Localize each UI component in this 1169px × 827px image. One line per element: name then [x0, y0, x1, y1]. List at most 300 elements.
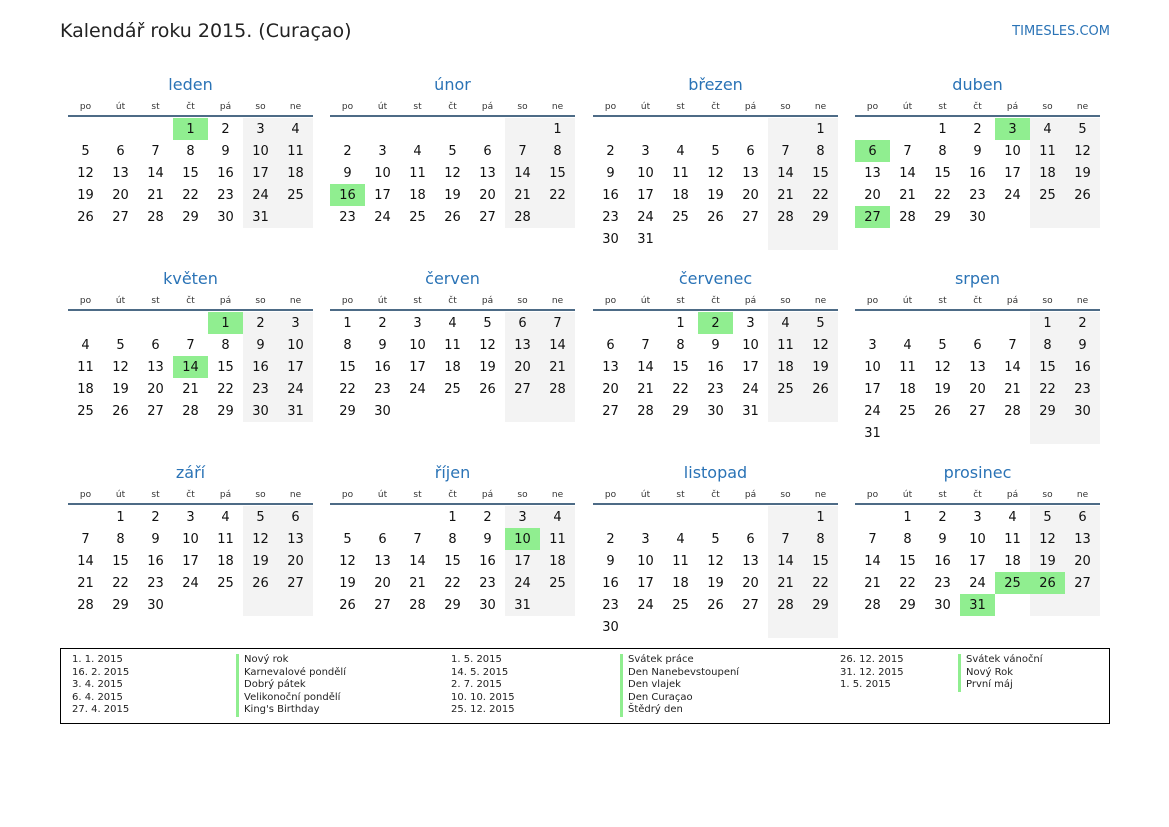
day-cell: 22 [217, 381, 234, 397]
day-cell: 31 [864, 425, 881, 441]
day-cell: 14 [864, 553, 881, 569]
day-cell: 16 [969, 165, 986, 181]
day-cell: 3 [243, 118, 278, 140]
day-cell: 8 [1030, 334, 1065, 356]
day-cell: 1 [1030, 312, 1065, 334]
site-link[interactable]: TIMESLES.COM [1012, 24, 1110, 39]
day-cell: 18 [444, 359, 461, 375]
page-title: Kalendář roku 2015. (Curaçao) [60, 20, 352, 42]
holiday-name: Nový Rok [958, 667, 1013, 680]
day-cell: 9 [1065, 334, 1100, 356]
day-cell: 4 [221, 509, 230, 525]
day-cell: 27 [505, 378, 540, 400]
day-cell: 8 [676, 337, 685, 353]
day-cell: 27 [1065, 572, 1100, 594]
month-2 [330, 72, 575, 228]
day-cell: 29 [672, 403, 689, 419]
day-cell: 25 [899, 403, 916, 419]
weekday-header: ne [540, 292, 575, 310]
day-cell: 18 [1004, 553, 1021, 569]
day-cell: 29 [444, 597, 461, 613]
weekday-header: st [400, 98, 435, 116]
day-cell: 20 [742, 187, 759, 203]
day-cell: 5 [116, 337, 125, 353]
month-table [593, 486, 838, 638]
day-cell: 28 [147, 209, 164, 225]
day-cell: 12 [707, 165, 724, 181]
holiday-date: 25. 12. 2015 [451, 704, 515, 716]
weekday-header: pá [733, 98, 768, 116]
day-cell: 5 [938, 337, 947, 353]
day-cell: 20 [278, 550, 313, 572]
day-cell: 14 [540, 334, 575, 356]
day-cell: 24 [1004, 187, 1021, 203]
day-cell: 17 [1004, 165, 1021, 181]
weekday-header: čt [698, 486, 733, 504]
day-cell: 1 [540, 118, 575, 140]
day-cell: 26 [707, 209, 724, 225]
weekday-header: út [890, 98, 925, 116]
day-cell: 23 [243, 378, 278, 400]
day-cell: 27 [374, 597, 391, 613]
day-cell: 6 [1065, 506, 1100, 528]
day-cell: 11 [540, 528, 575, 550]
weekday-header: st [400, 292, 435, 310]
day-cell: 18 [768, 356, 803, 378]
weekday-header: ne [540, 486, 575, 504]
day-cell: 10 [374, 165, 391, 181]
weekday-header: so [243, 486, 278, 504]
day-cell: 29 [803, 594, 838, 616]
weekday-header: út [628, 486, 663, 504]
month-5 [68, 266, 313, 422]
weekday-header: so [768, 292, 803, 310]
weekday-header: so [505, 98, 540, 116]
day-cell: 19 [934, 381, 951, 397]
day-cell: 11 [672, 165, 689, 181]
day-cell: 1 [676, 315, 685, 331]
day-cell: 4 [81, 337, 90, 353]
day-cell: 21 [77, 575, 94, 591]
day-cell: 20 [602, 381, 619, 397]
day-cell: 20 [1065, 550, 1100, 572]
month-table [855, 292, 1100, 444]
day-cell: 8 [938, 143, 947, 159]
day-cell: 17 [742, 359, 759, 375]
day-cell: 27 [969, 403, 986, 419]
day-cell: 5 [803, 312, 838, 334]
month-title: prosinec [943, 463, 1012, 482]
weekday-header: út [628, 98, 663, 116]
day-cell: 9 [606, 553, 615, 569]
weekday-header: po [593, 486, 628, 504]
day-cell: 28 [768, 206, 803, 228]
weekday-header: pá [470, 292, 505, 310]
weekday-header: ne [1065, 98, 1100, 116]
day-cell: 9 [711, 337, 720, 353]
day-cell: 2 [938, 509, 947, 525]
day-cell: 26 [479, 381, 496, 397]
day-cell: 19 [339, 575, 356, 591]
day-cell: 9 [151, 531, 160, 547]
day-cell: 1 [208, 312, 243, 334]
day-cell: 2 [698, 312, 733, 334]
day-cell: 23 [969, 187, 986, 203]
day-cell: 22 [1030, 378, 1065, 400]
day-cell: 8 [803, 528, 838, 550]
day-cell: 22 [672, 381, 689, 397]
holiday-name: Den Nanebevstoupení [620, 667, 739, 680]
weekday-header: po [855, 98, 890, 116]
day-cell: 5 [243, 506, 278, 528]
day-cell: 6 [746, 531, 755, 547]
day-cell: 19 [112, 381, 129, 397]
day-cell: 31 [278, 400, 313, 422]
day-cell: 21 [899, 187, 916, 203]
day-cell: 10 [969, 531, 986, 547]
day-cell: 23 [707, 381, 724, 397]
month-title: únor [434, 75, 471, 94]
day-cell: 24 [182, 575, 199, 591]
weekday-header: pá [995, 292, 1030, 310]
day-cell: 2 [151, 509, 160, 525]
weekday-header: pá [995, 486, 1030, 504]
day-cell: 27 [147, 403, 164, 419]
weekday-header: st [663, 292, 698, 310]
day-cell: 26 [707, 597, 724, 613]
month-title: říjen [434, 463, 471, 482]
day-cell: 15 [112, 553, 129, 569]
day-cell: 4 [676, 531, 685, 547]
weekday-header: čt [173, 292, 208, 310]
day-cell: 25 [768, 378, 803, 400]
day-cell: 25 [540, 572, 575, 594]
weekday-header: čt [173, 98, 208, 116]
day-cell: 7 [903, 143, 912, 159]
holiday-name: Štědrý den [620, 704, 683, 717]
day-cell: 24 [742, 381, 759, 397]
day-cell: 19 [479, 359, 496, 375]
holiday-name: Velikonoční pondělí [236, 692, 340, 705]
weekday-header: út [890, 486, 925, 504]
day-cell: 13 [479, 165, 496, 181]
day-cell: 30 [374, 403, 391, 419]
day-cell: 22 [112, 575, 129, 591]
day-cell: 29 [934, 209, 951, 225]
day-cell: 22 [803, 572, 838, 594]
day-cell: 4 [413, 143, 422, 159]
day-cell: 26 [77, 209, 94, 225]
day-cell: 20 [112, 187, 129, 203]
month-table [593, 98, 838, 250]
month-11 [593, 460, 838, 638]
day-cell: 17 [182, 553, 199, 569]
day-cell: 29 [112, 597, 129, 613]
weekday-header: st [925, 292, 960, 310]
day-cell: 1 [938, 121, 947, 137]
day-cell: 18 [899, 381, 916, 397]
day-cell: 10 [505, 528, 540, 550]
day-cell: 22 [339, 381, 356, 397]
day-cell: 9 [243, 334, 278, 356]
day-cell: 21 [1004, 381, 1021, 397]
day-cell: 26 [803, 378, 838, 400]
day-cell: 4 [1030, 118, 1065, 140]
weekday-header: ne [803, 486, 838, 504]
day-cell: 22 [540, 184, 575, 206]
day-cell: 13 [505, 334, 540, 356]
holiday-name: Den vlajek [620, 679, 681, 692]
weekday-header: čt [435, 486, 470, 504]
day-cell: 4 [1008, 509, 1017, 525]
weekday-header: po [68, 486, 103, 504]
day-cell: 16 [217, 165, 234, 181]
weekday-header: čt [960, 292, 995, 310]
day-cell: 1 [903, 509, 912, 525]
month-1 [68, 72, 313, 228]
day-cell: 10 [243, 140, 278, 162]
day-cell: 1 [448, 509, 457, 525]
day-cell: 5 [1030, 506, 1065, 528]
day-cell: 4 [768, 312, 803, 334]
day-cell: 12 [339, 553, 356, 569]
day-cell: 25 [278, 184, 313, 206]
day-cell: 7 [768, 528, 803, 550]
day-cell: 24 [637, 209, 654, 225]
day-cell: 17 [637, 575, 654, 591]
day-cell: 24 [864, 403, 881, 419]
weekday-header: so [1030, 486, 1065, 504]
weekday-header: so [1030, 98, 1065, 116]
day-cell: 28 [864, 597, 881, 613]
day-cell: 10 [864, 359, 881, 375]
day-cell: 8 [448, 531, 457, 547]
day-cell: 29 [339, 403, 356, 419]
day-cell: 13 [1065, 528, 1100, 550]
day-cell: 6 [483, 143, 492, 159]
day-cell: 6 [746, 143, 755, 159]
day-cell: 18 [540, 550, 575, 572]
month-title: srpen [954, 269, 1001, 288]
day-cell: 4 [448, 315, 457, 331]
month-table [68, 98, 313, 228]
weekday-header: pá [733, 486, 768, 504]
weekday-header: pá [995, 98, 1030, 116]
weekday-header: po [855, 292, 890, 310]
day-cell: 8 [903, 531, 912, 547]
day-cell: 25 [1030, 184, 1065, 206]
holiday-date: 2. 7. 2015 [451, 679, 502, 691]
day-cell: 4 [540, 506, 575, 528]
day-cell: 9 [221, 143, 230, 159]
day-cell: 2 [606, 531, 615, 547]
day-cell: 11 [1030, 140, 1065, 162]
day-cell: 13 [742, 553, 759, 569]
day-cell: 1 [803, 118, 838, 140]
weekday-header: po [593, 98, 628, 116]
holiday-date: 26. 12. 2015 [840, 654, 904, 665]
holiday-date: 6. 4. 2015 [72, 691, 123, 703]
day-cell: 24 [505, 572, 540, 594]
day-cell: 11 [444, 337, 461, 353]
day-cell: 27 [742, 209, 759, 225]
day-cell: 7 [413, 531, 422, 547]
weekday-header: st [138, 98, 173, 116]
day-cell: 22 [899, 575, 916, 591]
day-cell: 5 [448, 143, 457, 159]
day-cell: 7 [151, 143, 160, 159]
weekday-header: čt [960, 98, 995, 116]
day-cell: 5 [343, 531, 352, 547]
day-cell: 23 [934, 575, 951, 591]
day-cell: 1 [343, 315, 352, 331]
day-cell: 5 [711, 531, 720, 547]
day-cell: 5 [81, 143, 90, 159]
day-cell: 18 [409, 187, 426, 203]
day-cell: 21 [864, 575, 881, 591]
day-cell: 15 [934, 165, 951, 181]
day-cell: 3 [413, 315, 422, 331]
day-cell: 19 [707, 575, 724, 591]
day-cell: 15 [339, 359, 356, 375]
month-10 [330, 460, 575, 616]
month-table [330, 98, 575, 228]
weekday-header: so [768, 486, 803, 504]
day-cell: 2 [973, 121, 982, 137]
day-cell: 30 [707, 403, 724, 419]
weekday-header: so [768, 98, 803, 116]
day-cell: 12 [934, 359, 951, 375]
holiday-name: King's Birthday [236, 704, 320, 717]
month-9 [68, 460, 313, 616]
day-cell: 24 [374, 209, 391, 225]
day-cell: 21 [505, 184, 540, 206]
day-cell: 6 [151, 337, 160, 353]
day-cell: 1 [116, 509, 125, 525]
day-cell: 7 [868, 531, 877, 547]
day-cell: 25 [995, 572, 1030, 594]
weekday-header: út [365, 292, 400, 310]
day-cell: 25 [672, 209, 689, 225]
day-cell: 7 [768, 140, 803, 162]
day-cell: 9 [343, 165, 352, 181]
day-cell: 10 [637, 553, 654, 569]
day-cell: 9 [973, 143, 982, 159]
month-title: květen [163, 269, 218, 288]
weekday-header: po [68, 292, 103, 310]
day-cell: 23 [602, 597, 619, 613]
day-cell: 2 [221, 121, 230, 137]
day-cell: 31 [960, 594, 995, 616]
holiday-date: 3. 4. 2015 [72, 679, 123, 691]
weekday-header: pá [208, 486, 243, 504]
month-title: červenec [678, 269, 753, 288]
day-cell: 15 [182, 165, 199, 181]
day-cell: 19 [1065, 162, 1100, 184]
day-cell: 5 [1065, 118, 1100, 140]
weekday-header: st [138, 486, 173, 504]
day-cell: 20 [374, 575, 391, 591]
day-cell: 16 [934, 553, 951, 569]
day-cell: 22 [803, 184, 838, 206]
day-cell: 18 [672, 575, 689, 591]
day-cell: 26 [934, 403, 951, 419]
day-cell: 17 [374, 187, 391, 203]
day-cell: 30 [243, 400, 278, 422]
day-cell: 22 [182, 187, 199, 203]
day-cell: 7 [540, 312, 575, 334]
holiday-date: 1. 5. 2015 [451, 654, 502, 665]
day-cell: 31 [742, 403, 759, 419]
day-cell: 20 [147, 381, 164, 397]
day-cell: 11 [217, 531, 234, 547]
day-cell: 17 [505, 550, 540, 572]
weekday-header: so [243, 98, 278, 116]
day-cell: 28 [540, 378, 575, 400]
day-cell: 15 [1030, 356, 1065, 378]
day-cell: 12 [112, 359, 129, 375]
day-cell: 26 [1030, 572, 1065, 594]
day-cell: 15 [803, 550, 838, 572]
day-cell: 3 [186, 509, 195, 525]
day-cell: 30 [147, 597, 164, 613]
day-cell: 13 [602, 359, 619, 375]
day-cell: 17 [864, 381, 881, 397]
day-cell: 3 [278, 312, 313, 334]
weekday-header: so [505, 486, 540, 504]
weekday-header: po [855, 486, 890, 504]
day-cell: 24 [969, 575, 986, 591]
day-cell: 23 [217, 187, 234, 203]
day-cell: 14 [768, 550, 803, 572]
day-cell: 30 [602, 619, 619, 635]
day-cell: 11 [899, 359, 916, 375]
weekday-header: st [925, 98, 960, 116]
holiday-legend [60, 648, 1110, 724]
day-cell: 11 [77, 359, 94, 375]
day-cell: 30 [1065, 400, 1100, 422]
day-cell: 21 [409, 575, 426, 591]
day-cell: 15 [217, 359, 234, 375]
day-cell: 21 [147, 187, 164, 203]
holiday-date: 16. 2. 2015 [72, 666, 130, 678]
day-cell: 11 [409, 165, 426, 181]
weekday-header: čt [435, 292, 470, 310]
day-cell: 25 [409, 209, 426, 225]
day-cell: 10 [409, 337, 426, 353]
weekday-header: pá [470, 486, 505, 504]
day-cell: 3 [641, 531, 650, 547]
weekday-header: pá [208, 292, 243, 310]
weekday-header: út [365, 486, 400, 504]
day-cell: 7 [505, 140, 540, 162]
day-cell: 10 [182, 531, 199, 547]
day-cell: 15 [803, 162, 838, 184]
day-cell: 8 [803, 140, 838, 162]
day-cell: 20 [969, 381, 986, 397]
month-table [68, 486, 313, 616]
weekday-header: čt [698, 292, 733, 310]
month-12 [855, 460, 1100, 616]
day-cell: 23 [1065, 378, 1100, 400]
weekday-header: ne [803, 98, 838, 116]
day-cell: 19 [1030, 550, 1065, 572]
day-cell: 27 [742, 597, 759, 613]
holiday-date: 14. 5. 2015 [451, 666, 509, 678]
day-cell: 2 [606, 143, 615, 159]
day-cell: 28 [505, 206, 540, 228]
day-cell: 21 [540, 356, 575, 378]
